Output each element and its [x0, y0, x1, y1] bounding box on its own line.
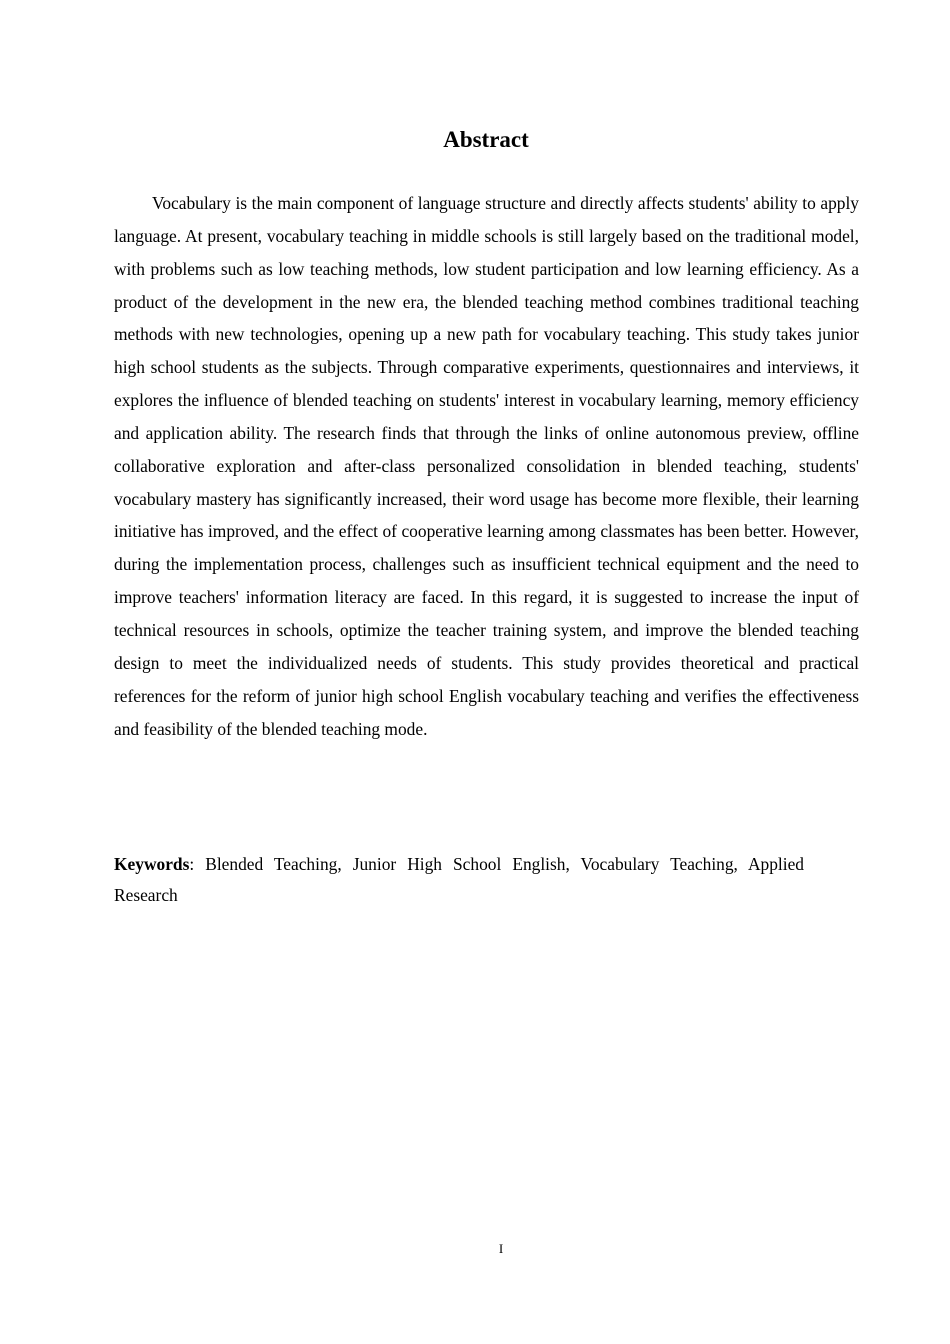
keywords-label: Keywords: [114, 854, 190, 874]
keywords-list: Blended Teaching, Junior High School English, Vocabulary Teaching, Applied Research: [114, 854, 804, 905]
abstract-body: Vocabulary is the main component of language structure and directly affects students' ability to apply language. At present, vocabulary teaching in middle schools is still largely based on the traditional model, with problems such as low teaching methods, low student participation and low learning efficiency. As a product of the development in the new era, the blended teaching method combines traditional teaching methods with new technologies, opening up a new path for vocabulary teaching. This study takes junior high school students as the subjects. Through comparative experiments, questionnaires and interviews, it explores the influence of blended teaching on students' interest in vocabulary learning, memory efficiency and application ability. The research finds that through the links of online autonomous preview, offline collaborative exploration and after-class personalized consolidation in blended teaching, students' vocabulary mastery has significantly increased, their word usage has become more flexible, their learning initiative has improved, and the effect of cooperative learning among classmates has been better. However, during the implementation process, challenges such as insufficient technical equipment and the need to improve teachers' information literacy are faced. In this regard, it is suggested to increase the input of technical resources in schools, optimize the teacher training system, and improve the blended teaching design to meet the individualized needs of students. This study provides theoretical and practical references for the reform of junior high school English vocabulary teaching and verifies the effectiveness and feasibility of the blended teaching mode.: [114, 193, 859, 739]
keywords-separator: :: [189, 854, 195, 874]
abstract-title: Abstract: [443, 127, 529, 152]
page-number: I: [498, 1241, 504, 1256]
keywords-line: [114, 849, 804, 911]
